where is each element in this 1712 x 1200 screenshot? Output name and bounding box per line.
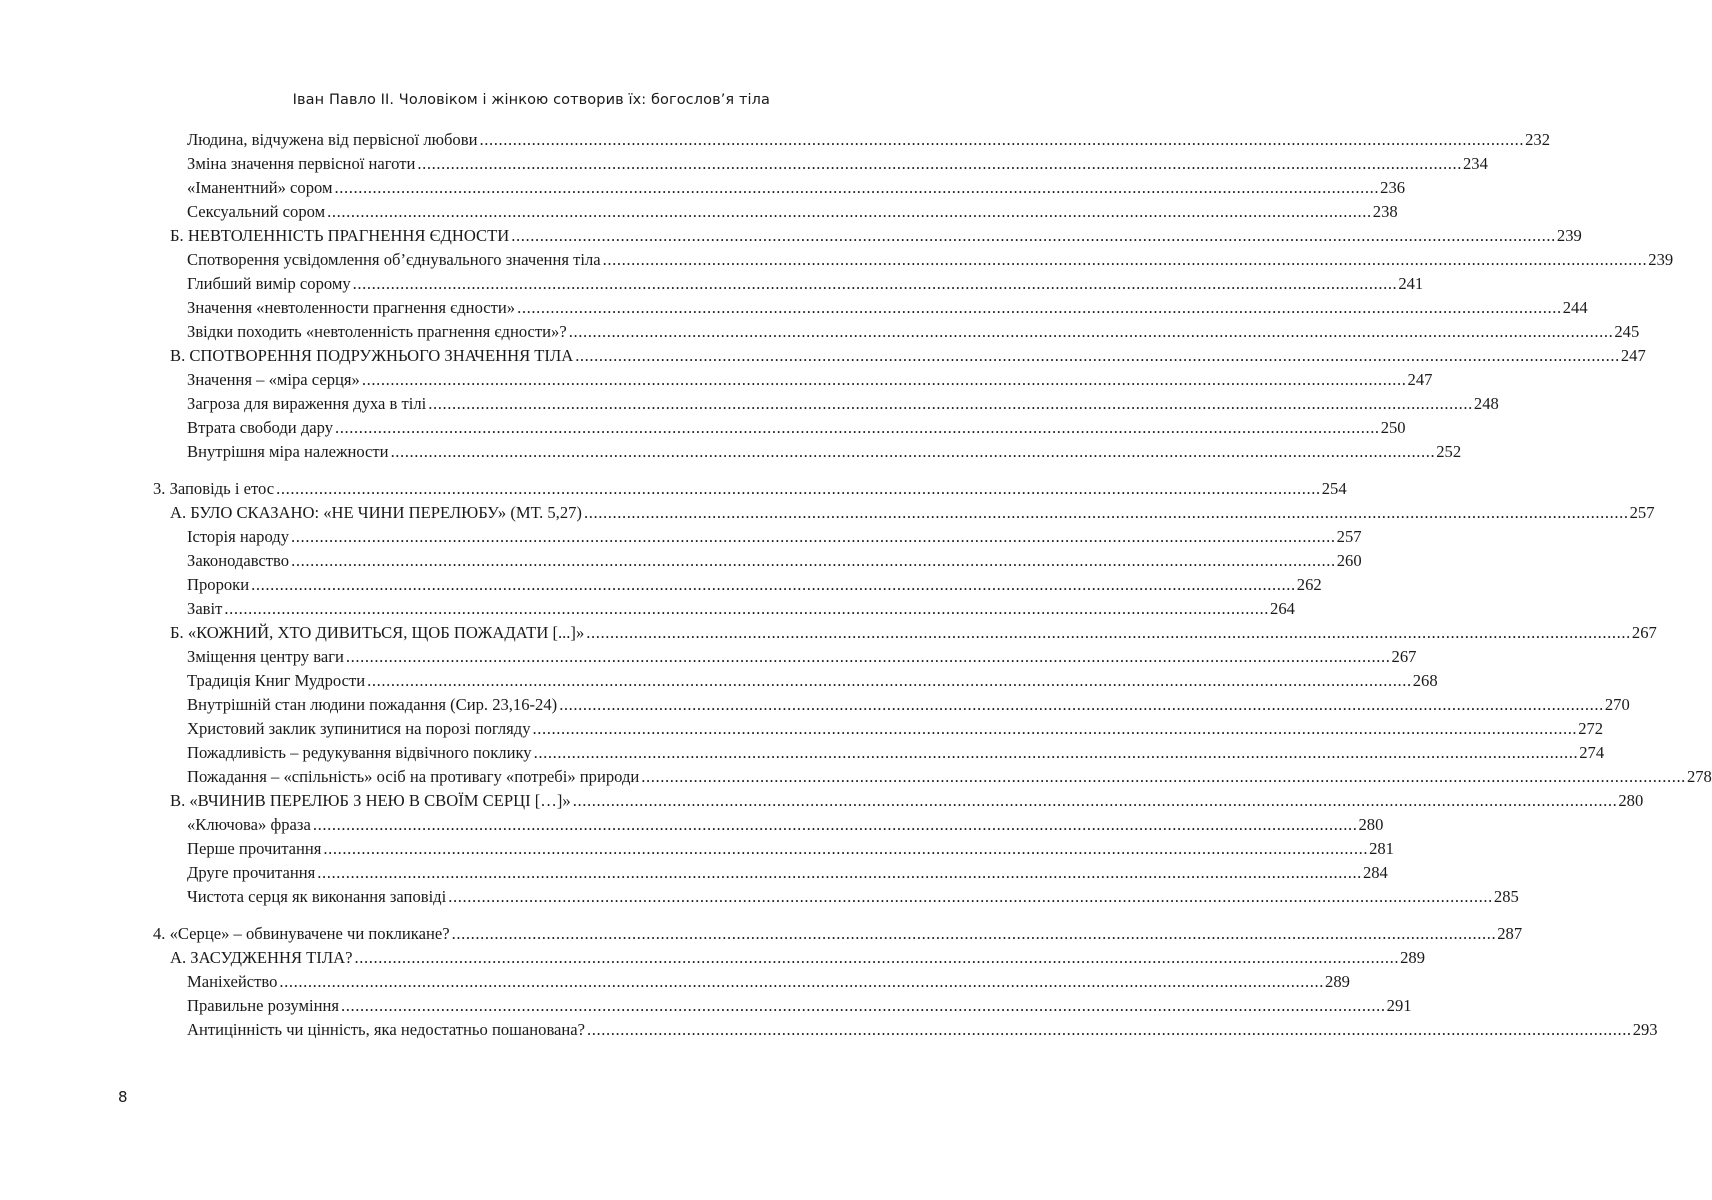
toc-leader-dots: ............................................................................................................................................................................................................................ (345, 647, 1391, 666)
toc-entry-title: Пророки (187, 575, 250, 594)
toc-entry-title: Христовий заклик зупинитися на порозі погляду (187, 719, 531, 738)
toc-leader-dots: ............................................................................................................................................................................................................................ (417, 154, 1462, 173)
toc-leader-dots: ............................................................................................................................................................................................................................ (335, 418, 1380, 437)
toc-entry-page: 267 (1631, 623, 1657, 642)
toc-entry-page: 272 (1578, 719, 1604, 738)
toc-entry-page: 236 (1380, 178, 1406, 197)
toc-entry-title: Людина, відчужена від первісної любови (187, 130, 478, 149)
toc-entry-page: 289 (1400, 948, 1425, 967)
toc-entry-page: 284 (1362, 863, 1388, 882)
toc-leader-dots: ............................................................................................................................................................................................................................ (575, 346, 1620, 365)
toc-entry-title: Традиція Книг Мудрости (187, 671, 366, 690)
toc-entry-title: «Ключова» фраза (187, 815, 311, 834)
toc-entry-page: 281 (1369, 839, 1394, 858)
toc-leader-dots: ............................................................................................................................................................................................................................ (323, 839, 1369, 858)
toc-entry[interactable] (187, 837, 1394, 861)
toc-entry-page: 245 (1614, 322, 1640, 341)
toc-entry-title: Завіт (187, 599, 223, 618)
toc-entry-title: Перше прочитання (187, 839, 322, 858)
toc-entry[interactable] (187, 970, 1350, 994)
toc-entry[interactable] (187, 717, 1604, 741)
toc-entry-title: Чистота серця як виконання заповіді (187, 887, 447, 906)
toc-entry-title: Значення «невтоленности прагнення єдности» (187, 298, 516, 317)
toc-entry-page: 287 (1497, 924, 1523, 943)
toc-entry[interactable] (187, 597, 1295, 621)
toc-entry[interactable] (187, 741, 1605, 765)
toc-entry-page: 257 (1629, 503, 1655, 522)
toc-entry-page: 257 (1336, 527, 1362, 546)
toc-entry[interactable] (187, 320, 1640, 344)
toc-entry-title: Сексуальний сором (187, 202, 326, 221)
toc-entry-page: 254 (1321, 479, 1347, 498)
toc-entry-page: 250 (1380, 418, 1406, 437)
toc-entry[interactable] (187, 813, 1384, 837)
toc-entry-page: 270 (1604, 695, 1630, 714)
toc-entry[interactable] (187, 296, 1588, 320)
toc-entry[interactable] (187, 525, 1362, 549)
toc-entry-title: Антицінність чи цінність, яка недостатньо пошанована? (187, 1020, 586, 1039)
toc-leader-dots: ............................................................................................................................................................................................................................ (511, 226, 1556, 245)
toc-leader-dots: ............................................................................................................................................................................................................................ (451, 924, 1497, 943)
toc-entry-page: 238 (1372, 202, 1398, 221)
toc-entry-page: 244 (1562, 298, 1588, 317)
toc-leader-dots: ............................................................................................................................................................................................................................ (532, 719, 1578, 738)
toc-entry[interactable] (187, 200, 1398, 224)
toc-entry-title: В. СПОТВОРЕННЯ ПОДРУЖНЬОГО ЗНАЧЕННЯ ТІЛА (170, 346, 574, 365)
toc-leader-dots: ............................................................................................................................................................................................................................ (517, 298, 1562, 317)
toc-leader-dots: ............................................................................................................................................................................................................................ (354, 948, 1400, 967)
toc-entry[interactable] (187, 1018, 1658, 1042)
toc-entry-title: 3. Заповідь і етос (153, 479, 275, 498)
toc-entry[interactable] (170, 621, 1657, 645)
toc-entry[interactable] (187, 573, 1322, 597)
toc-leader-dots: ............................................................................................................................................................................................................................ (224, 599, 1270, 618)
toc-entry-page: 239 (1556, 226, 1582, 245)
toc-leader-dots: ............................................................................................................................................................................................................................ (291, 527, 1336, 546)
toc-entry[interactable] (187, 272, 1424, 296)
toc-entry-title: Правильне розуміння (187, 996, 339, 1015)
toc-entry-title: «Іманентний» сором (187, 178, 333, 197)
toc-entry[interactable] (187, 549, 1362, 573)
toc-entry-page: 232 (1525, 130, 1550, 149)
toc-leader-dots: ............................................................................................................................................................................................................................ (279, 972, 1325, 991)
toc-entry-title: Загроза для вираження духа в тілі (187, 394, 427, 413)
toc-entry-title: Значення – «міра серця» (187, 370, 360, 389)
toc-entry[interactable] (187, 994, 1412, 1018)
toc-entry[interactable] (187, 152, 1488, 176)
toc-entry[interactable] (170, 501, 1655, 525)
toc-entry-title: Зміщення центру ваги (187, 647, 344, 666)
toc-entry[interactable] (153, 922, 1523, 946)
toc-entry-page: 260 (1336, 551, 1362, 570)
toc-leader-dots: ............................................................................................................................................................................................................................ (641, 767, 1686, 786)
toc-entry[interactable] (187, 368, 1433, 392)
toc-entry[interactable] (187, 861, 1388, 885)
toc-entry-page: 291 (1386, 996, 1412, 1015)
toc-entry-page: 289 (1325, 972, 1350, 991)
toc-leader-dots: ............................................................................................................................................................................................................................ (291, 551, 1336, 570)
toc-entry-title: Звідки походить «невтоленність прагнення єдности»? (187, 322, 567, 341)
toc-entry-page: 252 (1436, 442, 1462, 461)
toc-entry-title: Глибший вимір сорому (187, 274, 351, 293)
toc-leader-dots: ............................................................................................................................................................................................................................ (341, 996, 1386, 1015)
toc-entry-title: 4. «Серце» – обвинувачене чи покликане? (153, 924, 450, 943)
toc-entry[interactable] (187, 176, 1406, 200)
toc-entry-page: 293 (1632, 1020, 1658, 1039)
toc-entry-page: 278 (1686, 767, 1712, 786)
toc-leader-dots: ............................................................................................................................................................................................................................ (327, 202, 1372, 221)
toc-entry[interactable] (170, 344, 1646, 368)
toc-entry-page: 264 (1270, 599, 1295, 618)
toc-leader-dots: ............................................................................................................................................................................................................................ (479, 130, 1525, 149)
toc-leader-dots: ............................................................................................................................................................................................................................ (586, 623, 1631, 642)
toc-leader-dots: ............................................................................................................................................................................................................................ (448, 887, 1493, 906)
toc-leader-dots: ............................................................................................................................................................................................................................ (334, 178, 1380, 197)
toc-entry-title: Законодавство (187, 551, 290, 570)
toc-entry-title: Пожадання – «спільність» осіб на противагу «потребі» природи (187, 767, 640, 786)
toc-leader-dots: ............................................................................................................................................................................................................................ (317, 863, 1362, 882)
toc-entry-title: Історія народу (187, 527, 290, 546)
toc-entry-page: 247 (1620, 346, 1646, 365)
toc-entry[interactable] (187, 693, 1630, 717)
toc-leader-dots: ............................................................................................................................................................................................................................ (352, 274, 1398, 293)
toc-entry-title: Б. «КОЖНИЙ, ХТО ДИВИТЬСЯ, ЩОБ ПОЖАДАТИ [...]» (170, 623, 585, 642)
toc-entry-title: Б. НЕВТОЛЕННІСТЬ ПРАГНЕННЯ ЄДНОСТИ (170, 226, 510, 245)
toc-entry[interactable] (187, 645, 1417, 669)
toc-entry-page: 248 (1473, 394, 1499, 413)
toc-entry[interactable] (187, 128, 1550, 152)
toc-entry[interactable] (187, 765, 1712, 789)
toc-entry-title: А. БУЛО СКАЗАНО: «НЕ ЧИНИ ПЕРЕЛЮБУ» (МТ. 5,27) (170, 503, 582, 522)
toc-entry-title: А. ЗАСУДЖЕННЯ ТІЛА? (170, 948, 353, 967)
toc-entry-page: 280 (1618, 791, 1644, 810)
toc-leader-dots: ............................................................................................................................................................................................................................ (568, 322, 1614, 341)
toc-leader-dots: ............................................................................................................................................................................................................................ (587, 1020, 1632, 1039)
toc-entry-title: В. «ВЧИНИВ ПЕРЕЛЮБ З НЕЮ В СВОЇМ СЕРЦІ […]» (170, 791, 571, 810)
toc-leader-dots: ............................................................................................................................................................................................................................ (312, 815, 1358, 834)
toc-entry[interactable] (170, 789, 1644, 813)
toc-entry-page: 247 (1407, 370, 1433, 389)
toc-entry[interactable] (187, 248, 1674, 272)
toc-leader-dots: ............................................................................................................................................................................................................................ (583, 503, 1629, 522)
toc-entry-page: 274 (1579, 743, 1605, 762)
page-number: 8 (118, 1088, 128, 1106)
toc-entry-title: Внутрішній стан людини пожадання (Сир. 23,16-24) (187, 695, 558, 714)
toc-entry-title: Втрата свободи дару (187, 418, 334, 437)
toc-entry[interactable] (153, 477, 1347, 501)
toc-leader-dots: ............................................................................................................................................................................................................................ (276, 479, 1321, 498)
toc-entry[interactable] (187, 440, 1462, 464)
running-header: Іван Павло ІІ. Чоловіком і жінкою сотворив їх: богослов’я тіла (292, 92, 770, 108)
toc-entry-title: Маніхейство (187, 972, 278, 991)
toc-entry[interactable] (187, 416, 1406, 440)
toc-entry-page: 268 (1412, 671, 1438, 690)
toc-leader-dots: ............................................................................................................................................................................................................................ (572, 791, 1618, 810)
toc-entry[interactable] (170, 224, 1582, 248)
toc-entry-title: Друге прочитання (187, 863, 316, 882)
toc-leader-dots: ............................................................................................................................................................................................................................ (602, 250, 1648, 269)
toc-leader-dots: ............................................................................................................................................................................................................................ (361, 370, 1407, 389)
toc-leader-dots: ............................................................................................................................................................................................................................ (251, 575, 1296, 594)
toc-entry[interactable] (187, 392, 1499, 416)
toc-entry-page: 280 (1358, 815, 1384, 834)
toc-leader-dots: ............................................................................................................................................................................................................................ (390, 442, 1436, 461)
toc-entry-page: 234 (1463, 154, 1488, 173)
toc-entry-page: 239 (1648, 250, 1674, 269)
toc-entry[interactable] (187, 669, 1438, 693)
toc-leader-dots: ............................................................................................................................................................................................................................ (559, 695, 1604, 714)
toc-entry[interactable] (187, 885, 1519, 909)
toc-leader-dots: ............................................................................................................................................................................................................................ (367, 671, 1412, 690)
toc-entry-title: Внутрішня міра належности (187, 442, 389, 461)
toc-entry-page: 241 (1398, 274, 1424, 293)
toc-entry-title: Пожадливість – редукування відвічного поклику (187, 743, 532, 762)
toc-entry[interactable] (170, 946, 1425, 970)
toc-leader-dots: ............................................................................................................................................................................................................................ (428, 394, 1473, 413)
toc-entry-title: Спотворення усвідомлення об’єднувального значення тіла (187, 250, 601, 269)
toc-entry-page: 262 (1296, 575, 1322, 594)
toc-entry-title: Зміна значення первісної наготи (187, 154, 416, 173)
toc-leader-dots: ............................................................................................................................................................................................................................ (533, 743, 1579, 762)
toc-entry-page: 267 (1391, 647, 1417, 666)
toc-entry-page: 285 (1493, 887, 1519, 906)
